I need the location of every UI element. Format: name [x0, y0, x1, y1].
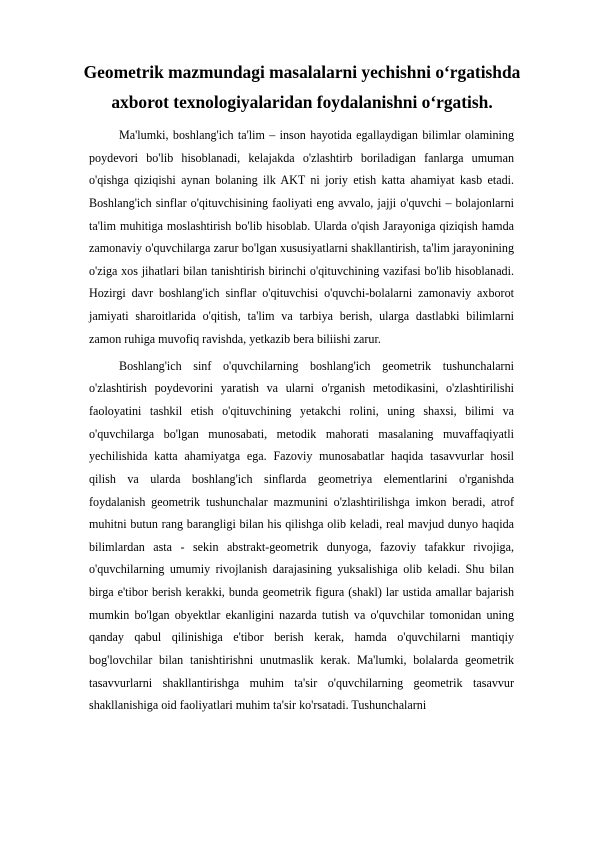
document-body	[89, 124, 514, 721]
paragraph: Boshlang'ich sinf o'quvchilarning boshlang'ich geometrik tushunchalarni o'zlashtirish poydevorini yaratish va ularni o'rganish metodikasini, o'zlashtirilishi faoloyatini tashkil etish o'qituvchining yetakchi rolini, uning shaxsi, bilimi va o'quvchilarga bo'lgan munosabati, metodik mahorati masalaning muvaffaqiyatli yechilishida katta ahamiyatga ega. Fazoviy munosabatlar haqida tasavvurlar hosil qilish va ularda boshlang'ich sinflarda geometriya elementlarini o'rganishda foydalanish geometrik tushunchalar mazmunini o'zlashtirilishga imkon beradi, atrof muhitni butun rang barangligi bilan his qilishga olib keladi, real mavjud dunyo haqida bilimlardan asta - sekin abstrakt-geometrik dunyoga, fazoviy tafakkur rivojiga, o'quvchilarning umumiy rivojlanish darajasining yuksalishiga olib keladi. Shu bilan birga e'tibor berish kerakki, bunda geometrik figura (shakl) lar ustida amallar bajarish mumkin bo'lgan obyektlar ekanligini nazarda tutish va o'quvchilar tomonidan uning qanday qabul qilinishiga e'tibor berish kerak, hamda o'quvchilarni mantiqiy bog'lovchilar bilan tanishtirishni unutmaslik kerak. Ma'lumki, bolalarda geometrik tasavvurlarni shakllantirishga muhim ta'sir o'quvchilarning geometrik tasavvur shakllanishiga oid faoliyatlari muhim ta'sir ko'rsatadi. Tushunchalarni	[89, 358, 514, 713]
document-title: Geometrik mazmundagi masalalarni yechishni o‘rgatishda axborot texnologiyalaridan foydalanishni o‘rgatish.	[83, 62, 521, 112]
paragraph: Ma'lumki, boshlang'ich ta'lim – inson hayotida egallaydigan bilimlar olamining poydevori bo'lib hisoblanadi, kelajakda o'zlashtirb boriladigan fanlarga umuman o'qishga qiziqishi aynan bolaning ilk AKT ni joriy etish katta ahamiyat kasb etadi. Boshlang'ich sinflar o'qituvchisining faoliyati eng avvalo, jajji o'quvchi – bolajonlarni ta'lim muhitiga moslashtirish bo'lib hisoblab. Ularda o'qish Jarayoniga qiziqish hamda zamonaviy o'quvchilarga zarur bo'lgan xususiyatlarni shakllantirish, ta'lim jarayonining o'ziga xos jihatlari bilan tanishtirish birinchi o'qituvchining vazifasi bo'lib hisoblanadi. Hozirgi davr boshlang'ich sinflar o'qituvchisi o'quvchi-bolalarni zamonaviy axborot jamiyati sharoitlarida o'qitish, ta'lim va tarbiya berish, ularga dastlabki bilimlarni zamon ruhiga muvofiq ravishda, yetkazib bera biliishi zarur.	[89, 128, 514, 346]
